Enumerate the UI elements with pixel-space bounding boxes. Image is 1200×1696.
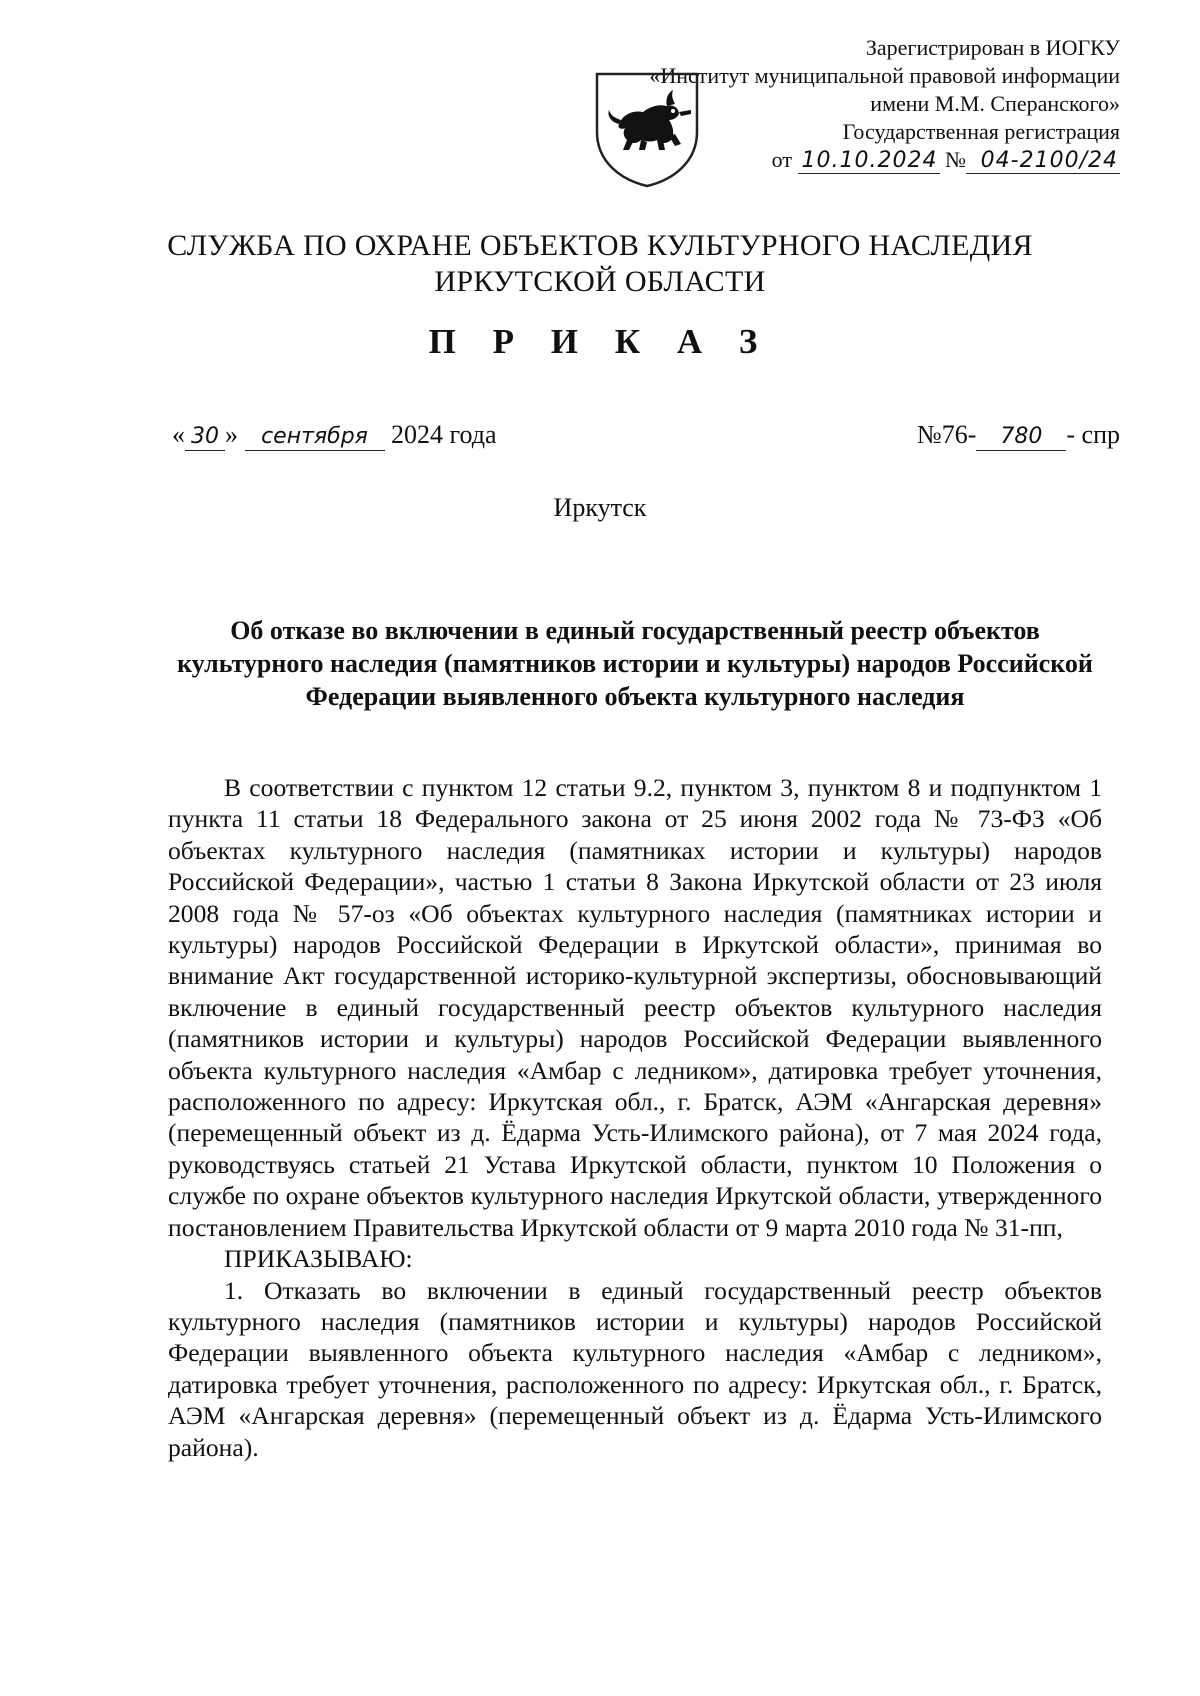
- registration-stamp: [649, 34, 1120, 174]
- date-open-quote: «: [172, 420, 185, 449]
- preamble-paragraph: В соответствии с пунктом 12 статьи 9.2, пунктом 3, пунктом 8 и подпунктом 1 пункта 11 статьи 18 Федерального закона от 25 июня 2002 года № 73-ФЗ «Об объектах культурного наследия (памятниках истории и культуры) народов Российской Федерации», частью 1 статьи 8 Закона Иркутской области от 23 июля 2008 года № 57-оз «Об объектах культурного наследия (памятниках истории и культуры) народов Российской Федерации в Иркутской области», принимая во внимание Акт государственной историко-культурной экспертизы, обосновывающий включение в единый государственный реестр объектов культурного наследия (памятников истории и культуры) народов Российской Федерации выявленного объекта культурного наследия «Амбар с ледником», датировка требует уточнения, расположенного по адресу: Иркутская обл., г. Братск, АЭМ «Ангарская деревня» (перемещенный объект из д. Ёдарма Усть-Илимского района), от 7 мая 2024 года, руководствуясь статьей 21 Устава Иркутской области, пунктом 10 Положения о службе по охране объектов культурного наследия Иркутской области, утвержденного постановлением Правительства Иркутской области от 9 марта 2010 года № 31-пп,: [168, 773, 1102, 1242]
- date-year: 2024 года: [391, 420, 497, 449]
- date-close-quote: »: [225, 420, 238, 449]
- agency-name-line-1: СЛУЖБА ПО ОХРАНЕ ОБЪЕКТОВ КУЛЬТУРНОГО НАСЛЕДИЯ: [167, 229, 1033, 262]
- order-number-suffix: - спр: [1066, 420, 1120, 449]
- irkutsk-coat-of-arms-icon: [593, 70, 701, 188]
- date-month: сентября: [245, 424, 385, 451]
- registration-line-1: Зарегистрирован в ИОГКУ: [865, 35, 1120, 60]
- order-item-1: 1. Отказать во включении в единый государственный реестр объектов культурного наследия (памятников истории и культуры) народов Российской Федерации выявленного объекта культурного наследия «Амбар с ледником», датировка требует уточнения, расположенного по адресу: Иркутская обл., г. Братск, АЭМ «Ангарская деревня» (перемещенный объект из д. Ёдарма Усть-Илимского района).: [168, 1275, 1102, 1462]
- date-day: 30: [185, 424, 225, 451]
- order-number: [917, 420, 1120, 451]
- agency-name: [0, 228, 1200, 300]
- order-number-value: 780: [976, 424, 1066, 451]
- registration-date-prefix: от: [771, 147, 792, 172]
- coat-of-arms-emblem: [593, 70, 701, 188]
- document-type-heading: П Р И К А З: [428, 322, 772, 361]
- registration-date-value: 10.10.2024: [798, 149, 940, 174]
- order-date: [172, 420, 497, 451]
- registration-line-2: «Институт муниципальной правовой информации: [649, 63, 1120, 88]
- document-title: Об отказе во включении в единый государственный реестр объектов культурного наследия (памятников истории и культуры) народов Российской Федерации выявленного объекта культурного наследия: [177, 616, 1093, 711]
- registration-line-3: имени М.М. Сперанского»: [870, 91, 1120, 116]
- order-number-prefix: №76-: [916, 420, 977, 449]
- document-body: [168, 772, 1102, 1463]
- registration-date-number: [649, 146, 1120, 174]
- agency-name-line-2: ИРКУТСКОЙ ОБЛАСТИ: [434, 265, 766, 298]
- registration-number-value: 04-2100/24: [966, 149, 1120, 174]
- order-word: ПРИКАЗЫВАЮ:: [224, 1244, 413, 1274]
- city-name: Иркутск: [553, 493, 647, 522]
- registration-number-prefix: №: [945, 147, 966, 172]
- registration-line-4: Государственная регистрация: [842, 119, 1120, 144]
